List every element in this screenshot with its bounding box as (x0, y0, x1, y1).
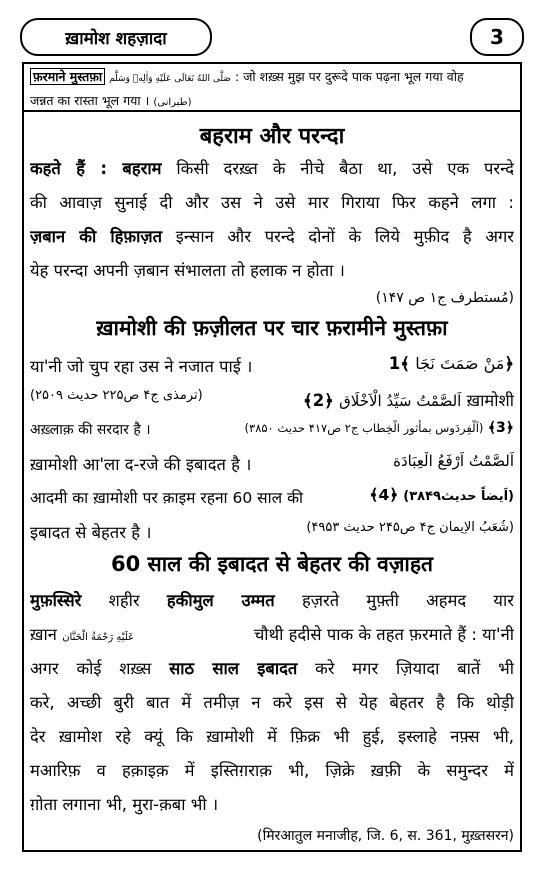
s1-l1-b: बहराम (122, 159, 162, 178)
page-number: 3 (470, 18, 524, 56)
s2-line-5 (30, 486, 514, 508)
s1-line-1 (30, 156, 514, 179)
section-title-explanation: 60 साल की इबादत से बेहतर की वज़ाहत (111, 552, 433, 576)
s3-line-1 (30, 588, 514, 611)
s1-line-2: की आवाज़ सुनाई दी और उस ने उसे मार गिराया फिर कहने लगा : (30, 193, 514, 212)
s1-l3-a: ज़बान की हिफ़ाज़त (30, 227, 163, 246)
s2-l3-text: अख़्लाक़ की सरदार है । (30, 422, 151, 438)
s2-number-3: ﴾3﴿ (487, 420, 514, 436)
s2-line-4 (30, 452, 514, 475)
s2-l3-ref: (اَلْفِردَوس بمأثور الْخِطاب ج۲ ص۴۱۷ حدیث ۳۸۵۰) (244, 421, 484, 435)
s1-l1-c: किसी दरख़्त के नीचे बैठा था, उसे एक परन्दे (161, 159, 514, 178)
section-title-bahram: बहराम और परन्दा (199, 124, 345, 149)
s2-l4-text: ख़ामोशी आ'ला द-रजे की इबादत है । (30, 455, 252, 474)
s3-l2-a: ख़ान (30, 625, 57, 644)
s3-l1-d: हज़रते मुफ़्ती अहमद यार (274, 591, 514, 610)
s1-reference: (مُستطرف ج۱ ص ۱۴۷) (375, 290, 514, 306)
s1-line-4: येह परन्दा अपनी ज़बान संभालता तो हलाक न होता । (30, 261, 345, 280)
hadith-source: (طبرانی) (153, 97, 192, 108)
hadith-text-1: : जो शख़्स मुझ पर दुरूदे पाक पढ़ना भूल गया वोह (234, 69, 464, 84)
hadith-text-2: जन्नत का रास्ता भूल गया । (30, 93, 150, 108)
hadith-lead: फ़रमाने मुस्तफ़ा (30, 68, 105, 85)
s2-l4-arabic: اَلصَّمْتُ اَرْفَعُ الْعِبَادَة (393, 452, 514, 470)
s3-l3-c: करे मगर ज़ियादा बातें भी (297, 659, 514, 678)
s3-l2-b: चौथी हदीसे पाक के तहत फ़रमाते हैं : या'नी (253, 625, 514, 644)
hadith-line-1 (30, 66, 514, 90)
s3-line-3 (30, 656, 514, 679)
s2-line-2 (30, 388, 514, 411)
s2-l1-text: या'नी जो चुप रहा उस ने नजात पाई । (30, 357, 253, 376)
s2-l6-text: इबादत से बेहतर है । (30, 523, 152, 542)
s2-line-1 (30, 354, 514, 377)
s1-line-3 (30, 224, 514, 247)
s3-line-4: करे, अच्छी बुरी बात में तमीज़ न करे इस से येह बेहतर है कि थोड़ी (30, 693, 514, 712)
s3-line-6: मआरिफ़ व हक़ाइक़ में इस्तिग़राक़ भी, ज़िक्रे ख़फ़ी के समुन्दर में (30, 761, 514, 780)
s3-l1-c: हकीमुल उम्मत (166, 591, 275, 610)
s2-line-6 (30, 520, 514, 543)
s2-l2-ref: (ترمذی ج۴ ص۲۲۵ حدیث ۲۵۰۹) (30, 388, 203, 403)
s2-line-3 (30, 420, 514, 439)
hadith-line-2 (30, 90, 514, 112)
s3-line-7: ग़ोता लगाना भी, मुरा-क़बा भी । (30, 795, 219, 814)
salawat-text: صَلَّى اللهُ تَعَالَى عَلَيْهِ وَاٰلِهٖ وَسَلَّم (109, 74, 231, 84)
s3-line-2 (30, 622, 514, 645)
book-title-header: ख़ामोश शहज़ादा (20, 18, 212, 56)
s3-l2-arabic: عَلَيْهِ رَحْمَةُ الْحَنَّان (62, 632, 135, 643)
s1-l1-a: कहते हैं : (30, 159, 123, 178)
section-title-virtues: ख़ामोशी की फ़ज़ीलत पर चार फ़रामीने मुस्तफ़ा (96, 316, 448, 340)
s2-l5-text: आदमी का ख़ामोशी पर क़ाइम रहना 60 साल की (30, 489, 303, 507)
s2-l2-arabic: اَلصَّمْتُ سَيِّدُ الْاَخْلَاق (339, 392, 462, 410)
s3-l3-a: अगर कोई शख़्स (30, 659, 170, 678)
s2-number-2: ﴾2﴿ (303, 391, 334, 410)
s2-number-4: ﴾4﴿ (369, 486, 399, 504)
s3-reference: (मिरआतुल मनाजीह, जि. 6, स. 361, मुख़्तसरन) (257, 828, 514, 844)
s3-l3-b: साठ साल इबादत (169, 659, 298, 678)
s3-l1-b: शहीर (81, 591, 167, 610)
s2-l6-ref: (شُعَبُ الْاِیمان ج۴ ص۲۴۵ حدیث ۴۹۵۳) (306, 520, 514, 535)
s2-number-1: ﴾1﴿ (388, 354, 514, 373)
s2-l5-ref: (اَیضاً حدیث۳۸۴۹) (403, 489, 514, 504)
s3-line-5: देर ख़ामोश रहे क्यूं कि ख़ामोशी में फ़िक्र भी हुई, इस्लाहे नफ़्स भी, (30, 727, 514, 746)
s2-l2-text: ख़ामोशी (466, 391, 514, 410)
s2-l1-arabic: مَنْ صَمَتَ نَجَا (415, 354, 505, 373)
s3-l1-a: मुफ़स्सिरे (30, 591, 82, 610)
s1-l3-b: इन्सान और परन्दे दोनों के लिये मुफ़ीद है अगर (162, 227, 514, 246)
hadith-box (22, 62, 522, 112)
